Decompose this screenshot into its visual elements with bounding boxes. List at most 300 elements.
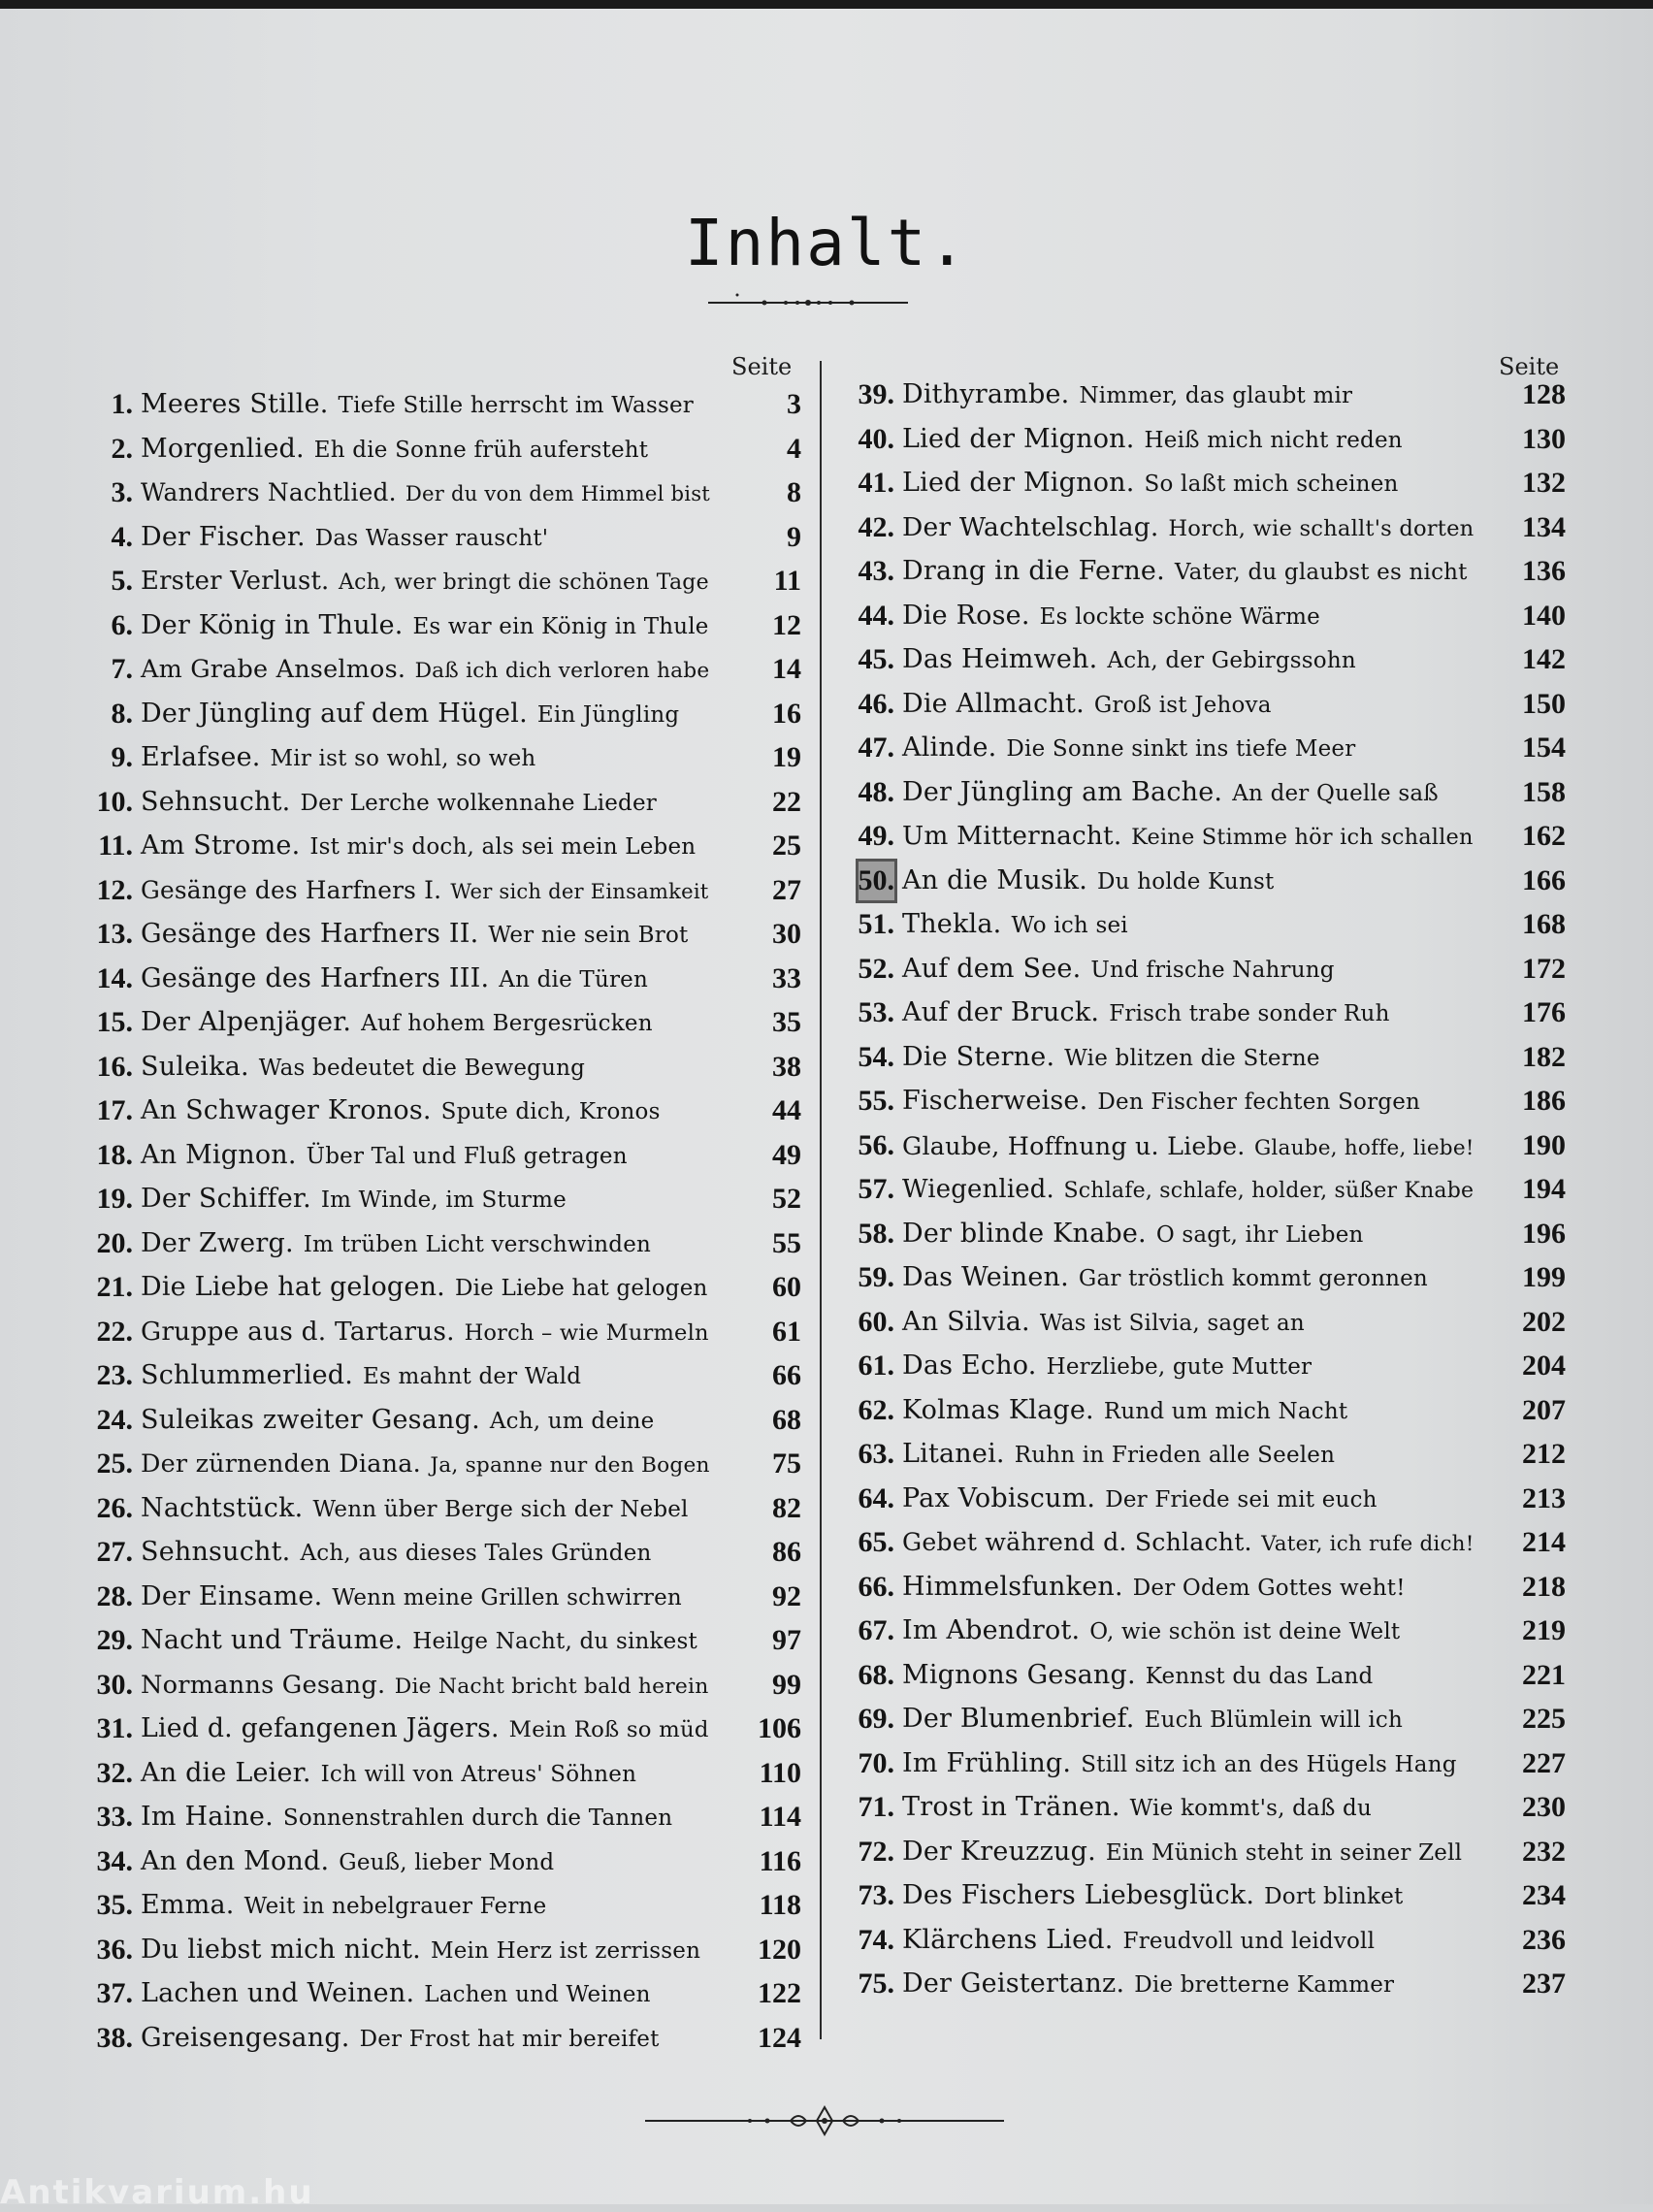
page-number: 221 (1522, 1658, 1566, 1691)
toc-entry (96, 1356, 801, 1395)
page-number: 52 (772, 1183, 801, 1215)
song-incipit: Gar tröstlich kommt geronnen (1078, 1266, 1428, 1291)
entry-number: 55. (858, 1085, 894, 1117)
page-number: 120 (758, 1933, 801, 1966)
page-number: 4 (787, 432, 801, 465)
toc-entry (111, 606, 801, 645)
song-title: Der Blumenbrief. (902, 1704, 1135, 1734)
song-incipit: Der Lerche wolkennahe Lieder (300, 790, 657, 816)
page-number: 106 (758, 1712, 801, 1744)
song-title: Gruppe aus d. Tartarus. (141, 1316, 455, 1347)
entry-number: 47. (858, 732, 894, 764)
song-title: Der Zwerg. (141, 1227, 294, 1258)
song-title: Der Schiffer. (141, 1184, 311, 1214)
song-incipit: Wie kommt's, daß du (1129, 1796, 1372, 1821)
entry-number: 18. (96, 1138, 133, 1171)
song-incipit: Rund um mich Nacht (1103, 1398, 1348, 1424)
toc-entry (96, 1445, 801, 1483)
song-title: Im Abendrot. (902, 1615, 1081, 1645)
page-number: 118 (759, 1889, 801, 1921)
song-title: Erster Verlust. (141, 567, 330, 596)
toc-entry (96, 1489, 801, 1528)
toc-entry (858, 1921, 1566, 1960)
song-title: An die Leier. (141, 1757, 311, 1788)
entry-number: 53. (858, 996, 894, 1028)
entry-number: 29. (96, 1624, 133, 1656)
entry-number: 14. (96, 961, 133, 994)
scan-edge (0, 0, 1653, 9)
page-number: 190 (1522, 1128, 1566, 1161)
song-title: Das Echo. (902, 1350, 1037, 1381)
toc-entry (96, 1091, 801, 1130)
page-number: 75 (772, 1448, 801, 1480)
toc-entry (858, 1965, 1566, 2003)
toc-entry (96, 1533, 801, 1572)
song-title: Suleika. (141, 1051, 249, 1082)
song-incipit: Freudvoll und leidvoll (1122, 1928, 1376, 1954)
entry-number: 65. (858, 1526, 894, 1558)
entry-number: 50. (859, 862, 895, 900)
entry-number: 74. (858, 1923, 894, 1956)
toc-entry (858, 1568, 1566, 1607)
song-incipit: Glaube, hoffe, liebe! (1253, 1135, 1475, 1160)
page-number: 154 (1522, 732, 1566, 764)
song-incipit: O, wie schön ist deine Welt (1089, 1619, 1401, 1644)
entry-number: 13. (96, 918, 133, 950)
toc-entry (96, 1048, 801, 1087)
song-title: Der König in Thule. (141, 609, 404, 640)
toc-entry (96, 871, 801, 910)
entry-number: 61. (858, 1350, 894, 1382)
song-title: Wiegenlied. (902, 1175, 1054, 1204)
page-number: 82 (772, 1491, 801, 1524)
song-title: Auf der Bruck. (902, 997, 1100, 1027)
toc-entry (858, 640, 1566, 679)
song-title: Normanns Gesang. (141, 1670, 386, 1700)
page-title: Inhalt. (684, 206, 969, 280)
song-title: Glaube, Hoffnung u. Liebe. (902, 1130, 1246, 1160)
page-number: 172 (1522, 952, 1566, 985)
song-incipit: Was ist Silvia, saget an (1039, 1310, 1305, 1336)
entry-number: 70. (858, 1746, 894, 1779)
song-incipit: Mein Herz ist zerrissen (430, 1937, 701, 1964)
page-number: 22 (772, 785, 801, 818)
entry-number: 4. (111, 520, 133, 553)
song-title: Der Kreuzzug. (902, 1836, 1096, 1867)
page-number: 234 (1522, 1879, 1566, 1911)
toc-entry (96, 1754, 801, 1793)
song-title: Der Wachtelschlag. (902, 511, 1159, 542)
page-number: 38 (772, 1050, 801, 1083)
song-title: Der Jüngling auf dem Hügel. (141, 698, 528, 729)
entry-number: 10. (96, 785, 133, 818)
toc-entry (858, 685, 1566, 724)
song-incipit: Ja, spanne nur den Bogen (430, 1453, 710, 1478)
page-number: 116 (759, 1844, 801, 1877)
page-number: 66 (772, 1359, 801, 1391)
song-title: Der Geistertanz. (902, 1968, 1125, 1999)
toc-entry (858, 905, 1566, 944)
page-number: 35 (772, 1006, 801, 1038)
song-incipit: O sagt, ihr Lieben (1155, 1221, 1364, 1248)
toc-entry (858, 1126, 1566, 1165)
toc-entry (858, 420, 1566, 459)
page-number: 212 (1522, 1438, 1566, 1470)
page-number: 12 (772, 608, 801, 641)
page-number: 25 (772, 830, 801, 862)
entry-number: 38. (96, 2021, 133, 2054)
entry-number: 6. (111, 608, 133, 641)
entry-number: 45. (858, 643, 894, 675)
toc-entry (858, 1480, 1566, 1518)
song-incipit: Heiß mich nicht reden (1144, 427, 1403, 453)
page-number: 19 (772, 741, 801, 773)
song-title: Der Alpenjäger. (141, 1007, 352, 1037)
page-number: 140 (1522, 599, 1566, 632)
page-number: 218 (1522, 1570, 1566, 1603)
toc-entry (858, 1258, 1566, 1297)
song-incipit: Dort blinket (1264, 1884, 1404, 1909)
song-title: Der blinde Knabe. (902, 1218, 1147, 1249)
song-incipit: Das Wasser rauscht' (314, 525, 549, 551)
page-number: 92 (772, 1579, 801, 1612)
entry-number: 73. (858, 1879, 894, 1911)
song-incipit: Sonnenstrahlen durch die Tannen (282, 1805, 673, 1831)
song-incipit: Lachen und Weinen (424, 1982, 651, 2007)
page-number: 99 (772, 1668, 801, 1701)
song-incipit: Geuß, lieber Mond (339, 1849, 555, 1875)
page-number: 227 (1522, 1746, 1566, 1779)
song-title: Der zürnenden Diana. (141, 1449, 421, 1479)
song-incipit: Der Odem Gottes weht! (1132, 1575, 1406, 1601)
song-incipit: Daß ich dich verloren habe (414, 659, 710, 683)
song-incipit: Wie blitzen die Sterne (1064, 1045, 1320, 1071)
entry-number: 34. (96, 1844, 133, 1877)
entry-number: 31. (96, 1712, 133, 1744)
page-number: 60 (772, 1271, 801, 1303)
toc-entry (96, 1666, 801, 1705)
page-number: 136 (1522, 555, 1566, 587)
entry-number: 8. (111, 697, 133, 730)
page-number: 11 (773, 565, 801, 597)
toc-entry (858, 1656, 1566, 1695)
song-incipit: Wer sich der Einsamkeit (450, 878, 709, 903)
song-title: Kolmas Klage. (902, 1394, 1094, 1425)
toc-entry (96, 1180, 801, 1219)
song-incipit: Weit in nebelgrauer Ferne (243, 1894, 547, 1919)
song-title: Der Fischer. (141, 521, 306, 552)
entry-number: 33. (96, 1801, 133, 1833)
page-number: 213 (1522, 1481, 1566, 1514)
toc-entry (111, 562, 801, 601)
page-number: 186 (1522, 1085, 1566, 1117)
toc-entry (858, 1303, 1566, 1342)
song-title: Pax Vobiscum. (902, 1482, 1096, 1513)
song-incipit: Spute dich, Kronos (440, 1099, 661, 1124)
entry-number: 32. (96, 1756, 133, 1789)
entry-number: 48. (858, 775, 894, 808)
song-incipit: So laßt mich scheinen (1144, 472, 1399, 497)
song-incipit: Die Sonne sinkt ins tiefe Meer (1006, 736, 1356, 762)
song-incipit: Groß ist Jehova (1093, 692, 1272, 718)
song-title: Lachen und Weinen. (141, 1978, 415, 2008)
song-incipit: Es war ein König in Thule (412, 613, 709, 639)
toc-entry (858, 1038, 1566, 1077)
song-title: Meeres Stille. (141, 389, 329, 419)
toc-entry (96, 1578, 801, 1616)
song-incipit: Tiefe Stille herrscht im Wasser (338, 393, 694, 418)
song-incipit: Und frische Nahrung (1090, 957, 1335, 983)
entry-number: 20. (96, 1226, 133, 1259)
entry-number: 69. (858, 1703, 894, 1735)
toc-entry (858, 1876, 1566, 1915)
entry-number: 75. (858, 1968, 894, 2000)
page-number: 8 (787, 476, 801, 508)
entry-number: 51. (858, 908, 894, 940)
song-incipit: Ach, wer bringt die schönen Tage (339, 570, 709, 595)
toc-entry (96, 1798, 801, 1837)
song-incipit: Im Winde, im Sturme (320, 1187, 567, 1213)
song-incipit: Ein Jüngling (536, 701, 680, 728)
toc-entry (858, 1435, 1566, 1474)
entry-number: 54. (858, 1040, 894, 1073)
song-title: Die Allmacht. (902, 688, 1085, 719)
entry-number: 11. (98, 830, 133, 862)
song-incipit: Der Frost hat mir bereifet (359, 2026, 660, 2052)
toc-entry (111, 473, 801, 512)
song-incipit: Horch, wie schallt's dorten (1168, 515, 1475, 541)
page-number: 194 (1522, 1173, 1566, 1205)
song-title: Des Fischers Liebesglück. (902, 1880, 1255, 1910)
song-incipit: Vater, du glaubst es nicht (1174, 560, 1468, 585)
toc-entry (858, 1347, 1566, 1385)
seite-label-right: Seite (1499, 353, 1560, 380)
toc-entry (96, 1313, 801, 1351)
toc-entry (96, 1842, 801, 1881)
song-incipit: Nimmer, das glaubt mir (1079, 383, 1353, 408)
toc-entry (96, 2019, 801, 2058)
entry-number: 16. (96, 1050, 133, 1083)
page-number: 230 (1522, 1791, 1566, 1823)
entry-number: 25. (96, 1448, 133, 1480)
song-title: An den Mond. (141, 1845, 330, 1876)
song-title: Am Strome. (141, 830, 301, 861)
toc-entry (858, 993, 1566, 1032)
song-title: Thekla. (902, 909, 1002, 939)
page-number: 55 (772, 1226, 801, 1259)
toc-entry (111, 518, 801, 557)
toc-entry (858, 729, 1566, 767)
entry-number: 3. (111, 476, 133, 508)
page-number: 134 (1522, 510, 1566, 543)
entry-number: 2. (111, 432, 133, 465)
song-title: Im Frühling. (902, 1747, 1072, 1778)
page-number: 61 (772, 1315, 801, 1348)
song-title: Greisengesang. (141, 2022, 350, 2053)
page-number: 97 (772, 1624, 801, 1656)
song-title: Der Einsame. (141, 1580, 323, 1611)
song-title: Fischerweise. (902, 1086, 1088, 1116)
toc-entry (96, 1709, 801, 1748)
song-title: Gesänge des Harfners II. (141, 919, 479, 949)
page-number: 237 (1522, 1968, 1566, 2000)
entry-number: 59. (858, 1261, 894, 1293)
page-number: 30 (772, 918, 801, 950)
toc-entry (858, 552, 1566, 591)
title-ornament-rule (708, 293, 908, 312)
song-incipit: Du holde Kunst (1097, 868, 1275, 895)
song-incipit: Eh die Sonne früh aufersteht (313, 437, 649, 463)
entry-number: 5. (111, 565, 133, 597)
entry-number: 42. (858, 510, 894, 543)
song-title: Erlafsee. (141, 742, 261, 772)
song-title: An die Musik. (902, 864, 1088, 895)
toc-entry (96, 1224, 801, 1263)
song-incipit: Frisch trabe sonder Ruh (1109, 1001, 1390, 1026)
song-incipit: Der du von dem Himmel bist (405, 481, 710, 505)
toc-entry (858, 862, 1566, 900)
entry-number: 26. (96, 1491, 133, 1524)
page-number: 68 (772, 1403, 801, 1436)
entry-number: 7. (111, 653, 133, 685)
entry-number: 44. (858, 599, 894, 632)
song-title: Morgenlied. (141, 433, 305, 464)
entry-number: 12. (96, 873, 133, 906)
toc-entry (858, 1611, 1566, 1650)
toc-entry (858, 1833, 1566, 1871)
entry-number: 39. (858, 378, 894, 410)
song-title: Himmelsfunken. (902, 1571, 1123, 1602)
toc-entry (96, 1974, 801, 2013)
toc-entry (858, 1082, 1566, 1121)
song-incipit: Der Friede sei mit euch (1105, 1486, 1378, 1513)
song-incipit: Vater, ich rufe dich! (1261, 1532, 1475, 1556)
toc-entry (858, 1700, 1566, 1739)
entry-number: 24. (96, 1403, 133, 1436)
song-incipit: Horch – wie Murmeln (464, 1319, 709, 1346)
page-number: 49 (772, 1138, 801, 1171)
song-title: Der Jüngling am Bache. (902, 776, 1223, 807)
song-incipit: Wer nie sein Brot (488, 923, 689, 948)
song-title: Gesänge des Harfners III. (141, 962, 490, 993)
song-incipit: Es lockte schöne Wärme (1039, 603, 1320, 630)
song-title: Lied d. gefangenen Jägers. (141, 1713, 500, 1743)
song-title: Die Sterne. (902, 1041, 1055, 1072)
song-title: Emma. (141, 1890, 235, 1920)
entry-number: 28. (96, 1579, 133, 1612)
page-number: 236 (1522, 1923, 1566, 1956)
toc-entry (96, 1621, 801, 1660)
entry-number: 1. (111, 388, 133, 420)
song-title: Du liebst mich nicht. (141, 1934, 421, 1965)
toc-entry (858, 1788, 1566, 1827)
entry-number: 22. (96, 1315, 133, 1348)
toc-entry (96, 1401, 801, 1440)
entry-number: 46. (858, 687, 894, 720)
song-title: Nachtstück. (141, 1492, 304, 1523)
toc-entry (858, 773, 1566, 812)
toc-entry (858, 950, 1566, 989)
page-number: 110 (759, 1756, 801, 1789)
song-title: An Mignon. (141, 1139, 297, 1170)
seite-label-left: Seite (731, 353, 793, 380)
page-number: 16 (772, 697, 801, 730)
song-incipit: Ich will von Atreus' Söhnen (320, 1761, 637, 1787)
song-title: An Silvia. (902, 1306, 1030, 1337)
page-number: 86 (772, 1536, 801, 1568)
song-title: Drang in die Ferne. (902, 556, 1165, 586)
song-incipit: Ach, der Gebirgssohn (1107, 648, 1356, 673)
entry-number: 36. (96, 1933, 133, 1966)
song-title: Das Heimweh. (902, 644, 1098, 674)
entry-number: 23. (96, 1359, 133, 1391)
song-title: Gebet während d. Schlacht. (902, 1528, 1252, 1556)
song-incipit: Was bedeutet die Bewegung (258, 1055, 586, 1081)
toc-entry (96, 1886, 801, 1925)
entry-number: 66. (858, 1570, 894, 1603)
song-title: Dithyrambe. (902, 379, 1070, 409)
entry-number: 62. (858, 1393, 894, 1426)
page-number: 168 (1522, 908, 1566, 940)
page-number: 158 (1522, 775, 1566, 808)
page-number: 9 (787, 520, 801, 553)
toc-entry (96, 783, 801, 822)
page-number: 44 (772, 1094, 801, 1126)
song-incipit: Die bretterne Kammer (1134, 1972, 1395, 1998)
song-title: Klärchens Lied. (902, 1924, 1114, 1955)
entry-number: 64. (858, 1481, 894, 1514)
song-title: An Schwager Kronos. (141, 1095, 432, 1125)
page-number: 207 (1522, 1393, 1566, 1426)
page-number: 14 (772, 653, 801, 685)
page-number: 219 (1522, 1614, 1566, 1646)
entry-number: 37. (96, 1977, 133, 2009)
entry-number: 19. (96, 1183, 133, 1215)
page-number: 176 (1522, 996, 1566, 1028)
song-title: Mignons Gesang. (902, 1659, 1136, 1690)
entry-number: 57. (858, 1173, 894, 1205)
song-title: Die Liebe hat gelogen. (141, 1272, 445, 1302)
entry-number: 67. (858, 1614, 894, 1646)
song-incipit: Die Liebe hat gelogen (454, 1276, 708, 1301)
page-number: 202 (1522, 1305, 1566, 1338)
toc-entry (111, 738, 801, 777)
song-incipit: Im trüben Licht verschwinden (303, 1231, 652, 1257)
toc-entry (98, 827, 801, 865)
song-incipit: Mir ist so wohl, so weh (270, 746, 536, 771)
song-incipit: Mein Roß so müd (508, 1717, 709, 1742)
toc-entry (858, 1523, 1566, 1562)
toc-entry (858, 597, 1566, 635)
toc-entry (858, 1391, 1566, 1430)
song-title: Auf dem See. (902, 953, 1082, 984)
entry-number: 17. (96, 1094, 133, 1126)
toc-entry (96, 1003, 801, 1042)
song-incipit: Wenn über Berge sich der Nebel (312, 1496, 689, 1522)
page-number: 232 (1522, 1835, 1566, 1868)
entry-number: 35. (96, 1889, 133, 1921)
column-divider (820, 361, 822, 2039)
page-number: 124 (758, 2021, 801, 2054)
watermark-text: Antikvarium.hu (0, 2173, 314, 2212)
bottom-ornament (645, 2103, 1004, 2138)
song-title: Litanei. (902, 1439, 1005, 1469)
entry-number: 15. (96, 1006, 133, 1038)
song-incipit: Über Tal und Fluß getragen (306, 1143, 628, 1169)
song-title: Trost in Tränen. (902, 1792, 1120, 1822)
song-incipit: Wenn meine Grillen schwirren (332, 1584, 682, 1610)
song-incipit: Ach, aus dieses Tales Gründen (300, 1541, 652, 1566)
